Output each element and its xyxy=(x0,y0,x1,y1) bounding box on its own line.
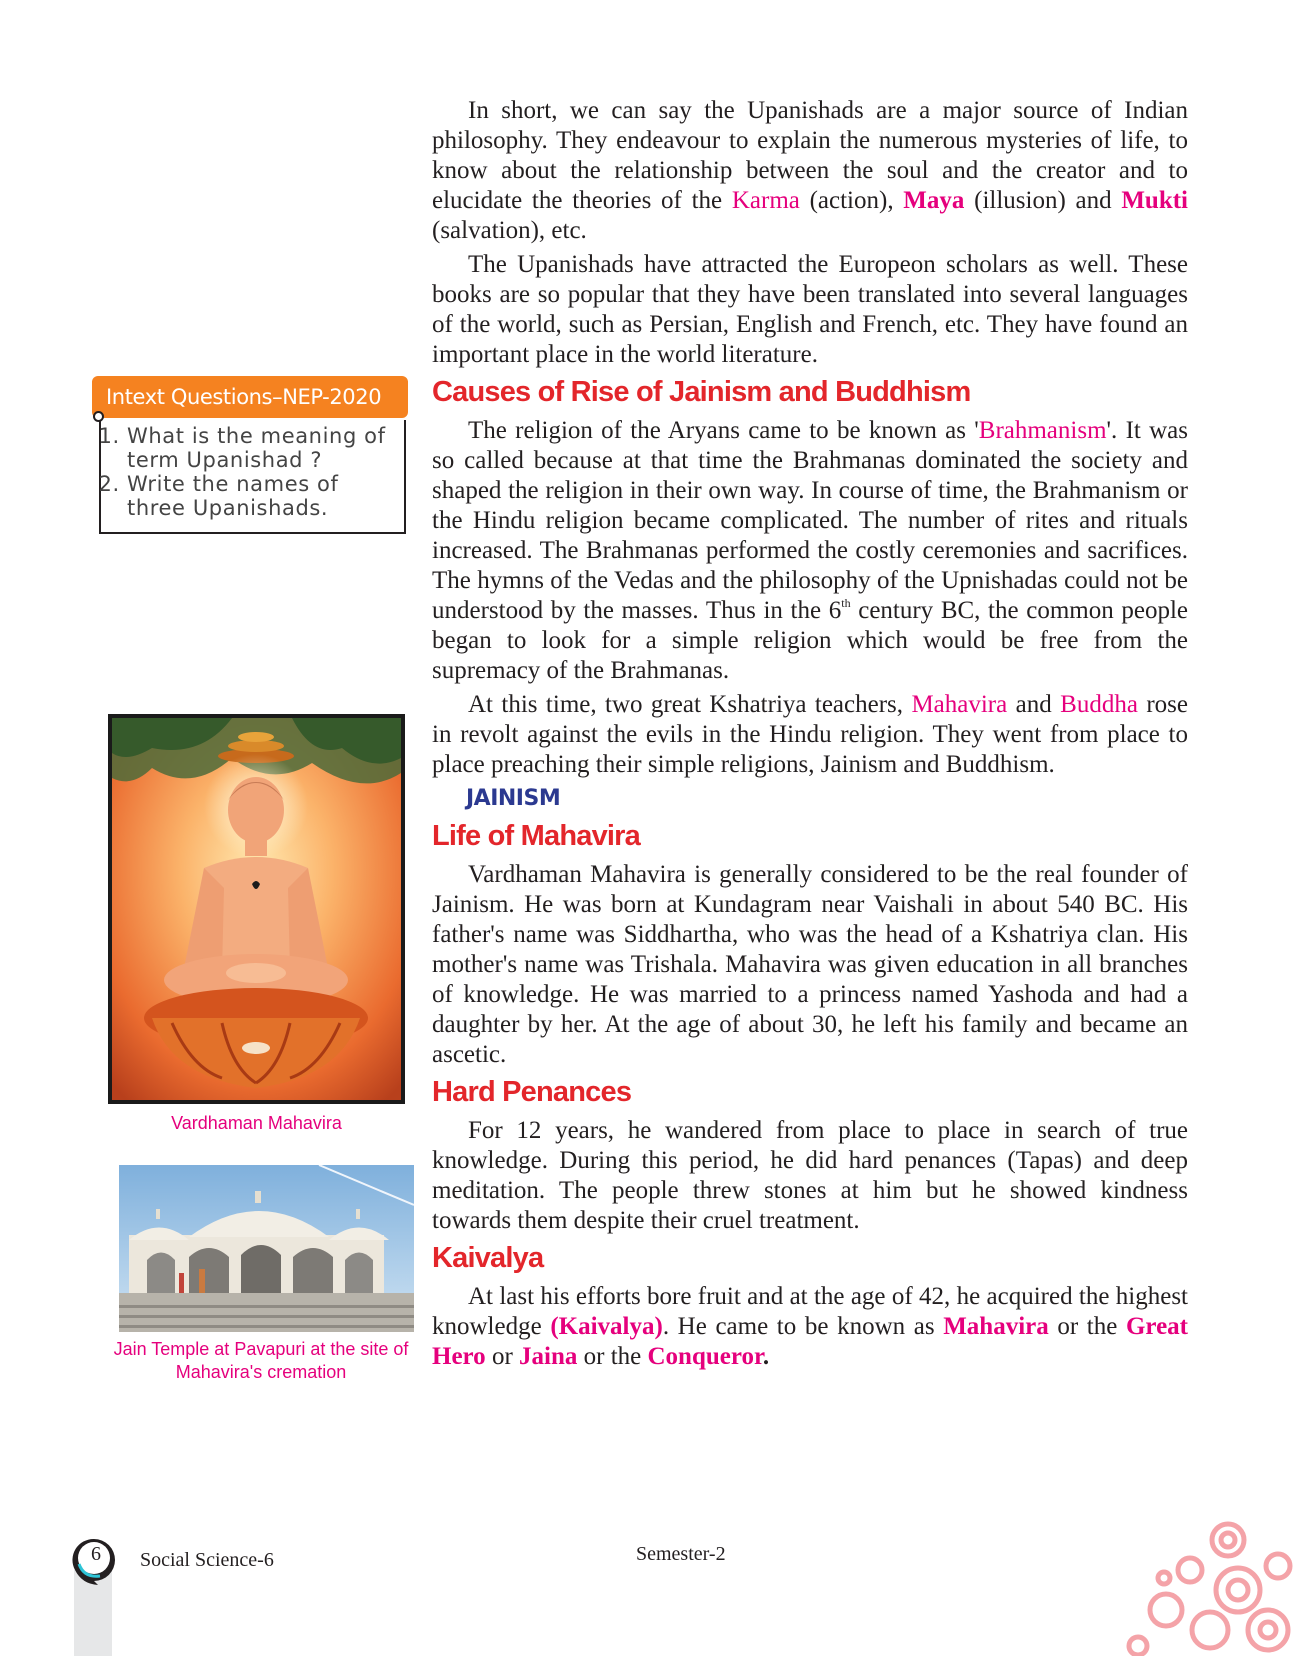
jain-temple-illustration xyxy=(119,1165,414,1332)
term-buddha: Buddha xyxy=(1060,691,1138,718)
term-mukti: Mukti xyxy=(1121,187,1188,214)
intext-questions-box xyxy=(99,420,406,534)
paragraph-upanishads-summary: In short, we can say the Upanishads are a major source of Indian philosophy. They endeavour to explain the numerous mysteries of life, to know about the relationship between the soul and the creator and to elucidate the theories of the Karma (action), Maya (illusion) and Mukti (salvation), etc. xyxy=(432,97,1188,244)
intext-question: 2. Write the names of three Upanishads. xyxy=(127,472,404,520)
page-number: 6 xyxy=(91,1543,101,1565)
mahavira-painting xyxy=(108,714,405,1104)
heading-kaivalya: Kaivalya xyxy=(432,1242,544,1274)
term-kaivalya: (Kaivalya) xyxy=(550,1313,663,1340)
intext-question: 1. What is the meaning of term Upanishad ? xyxy=(127,424,404,472)
paragraph-teachers: At this time, two great Kshatriya teachers, Mahavira and Buddha rose in revolt against the evils in the Hindu religion. They went from place to place preaching their simple religions, Jainism and Buddhism. xyxy=(432,691,1188,778)
term-maya: Maya xyxy=(903,187,965,214)
heading-life-of-mahavira: Life of Mahavira xyxy=(432,820,640,852)
term-brahmanism: Brahmanism xyxy=(978,417,1107,444)
term-mahavira: Mahavira xyxy=(911,691,1008,718)
decorative-circles-icon xyxy=(1118,1518,1296,1656)
term-jaina: Jaina xyxy=(519,1343,578,1370)
heading-hard-penances: Hard Penances xyxy=(432,1076,632,1108)
paragraph-mahavira-life: Vardhaman Mahavira is generally considered to be the real founder of Jainism. He was born at Kundagram near Vaishali in about 540 BC. His father's name was Siddhartha, who was the head of a Kshatriya clan. His mother's name was Trishala. Mahavira was given education in all branches of knowledge. He was married to a princess named Yashoda and had a daughter by her. At the age of about 30, he left his family and became an ascetic. xyxy=(432,861,1188,1068)
heading-jainism: JAINISM xyxy=(466,786,561,811)
caption-mahavira: Vardhaman Mahavira xyxy=(171,1113,342,1133)
footer-book-title: Social Science-6 xyxy=(140,1549,274,1571)
paragraph-penances: For 12 years, he wandered from place to place in search of true knowledge. During this period, he did hard penances (Tapas) and deep meditation. The people threw stones at him but he showed kindness towards them despite their cruel treatment. xyxy=(432,1117,1188,1234)
term-conqueror: Conqueror xyxy=(647,1343,763,1370)
intext-questions-header: Intext Questions–NEP-2020 xyxy=(92,376,408,418)
paragraph-kaivalya: At last his efforts bore fruit and at the age of 42, he acquired the highest knowledge (Kaivalya). He came to be known as Mahavira or the Great Hero or Jaina or the Conqueror. xyxy=(432,1283,1188,1370)
paragraph-upanishads-europe: The Upanishads have attracted the Europeon scholars as well. These books are so popular that they have been translated into several languages of the world, such as Persian, English and French, etc. They have found an important place in the world literature. xyxy=(432,251,1188,368)
heading-causes: Causes of Rise of Jainism and Buddhism xyxy=(432,376,971,408)
footer-semester: Semester-2 xyxy=(636,1543,726,1565)
jain-temple-photo xyxy=(119,1165,414,1332)
main-text-column xyxy=(432,96,1188,1376)
paragraph-brahmanism: The religion of the Aryans came to be known as 'Brahmanism'. It was so called because at that time the Brahmanas dominated the society and shaped the religion in their own way. In course of time, the Brahmanism or the Hindu religion became complicated. The number of rites and rituals increased. The Brahmanas performed the costly ceremonies and sacrifices. The hymns of the Vedas and the philosophy of the Upnishadas could not be understood by the masses. Thus in the 6th century BC, the common people began to look for a simple religion which would be free from the supremacy of the Brahmanas. xyxy=(432,417,1189,684)
term-mahavira-title: Mahavira xyxy=(943,1313,1049,1340)
term-great-hero: Great Hero xyxy=(432,1313,1188,1370)
intext-questions-list xyxy=(101,424,404,520)
term-karma: Karma xyxy=(731,187,800,214)
mahavira-illustration xyxy=(112,718,401,1100)
caption-jain-temple: Jain Temple at Pavapuri at the site of Mahavira's cremation xyxy=(113,1339,409,1382)
